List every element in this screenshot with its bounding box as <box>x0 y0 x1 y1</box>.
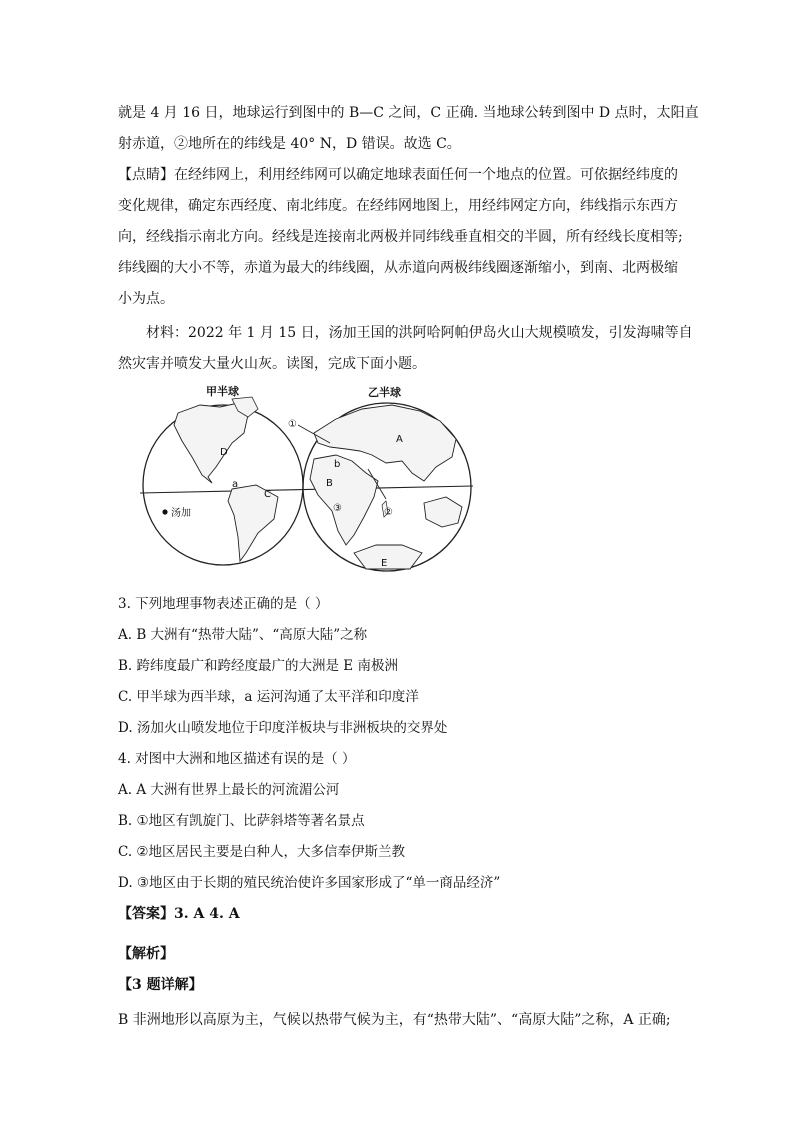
option-4d: D. ③地区由于长期的殖民统治使许多国家形成了“单一商品经济” <box>118 875 501 891</box>
equator-line <box>140 486 473 493</box>
label-c: C <box>264 489 271 500</box>
option-3d: D. 汤加火山喷发地位于印度洋板块与非洲板块的交界处 <box>118 720 448 736</box>
text-line: 射赤道，②地所在的纬线是 40° N，D 错误。故选 C。 <box>118 136 461 152</box>
analysis-heading: 【解析】 <box>118 946 174 962</box>
material-line: 材料：2022 年 1 月 15 日，汤加王国的洪阿哈阿帕伊岛火山大规模喷发，引发海啸等自 <box>146 325 693 341</box>
text-line: 小为点。 <box>118 291 174 307</box>
label-d: D <box>220 447 228 458</box>
question-4: 4. 对图中大洲和地区描述有误的是（ ） <box>118 751 356 767</box>
label-tonga: 汤加 <box>171 508 191 519</box>
option-4b: B. ①地区有凯旋门、比萨斜塔等著名景点 <box>118 813 365 829</box>
label-a-small: a <box>232 479 239 490</box>
text-line: 【点睛】在经纬网上，利用经纬网可以确定地球表面任何一个地点的位置。可依据经纬度的 <box>118 167 678 183</box>
label-circle-3: ③ <box>333 503 342 514</box>
label-circle-2: ② <box>384 507 393 518</box>
east-hemisphere-title: 乙半球 <box>368 386 401 399</box>
text-line: 纬线圈的大小不等，赤道为最大的纬线圈，从赤道向两极纬线圈逐渐缩小，到南、北两极缩 <box>118 260 678 276</box>
text-line: 就是 4 月 16 日，地球运行到图中的 B—C 之间，C 正确. 当地球公转到图中 D 点时，太阳直 <box>118 105 699 121</box>
option-4c: C. ②地区居民主要是白种人，大多信奉伊斯兰教 <box>118 844 406 860</box>
option-4a: A. A 大洲有世界上最长的河流湄公河 <box>118 782 340 798</box>
label-e: E <box>381 558 388 569</box>
option-3c: C. 甲半球为西半球，a 运河沟通了太平洋和印度洋 <box>118 689 419 705</box>
antarctica-shape <box>354 545 422 569</box>
label-circle-1: ① <box>288 419 297 430</box>
hemisphere-map <box>140 385 475 575</box>
answer-line: 【答案】3. A 4. A <box>118 906 240 922</box>
africa-shape <box>310 455 378 545</box>
text-line: B 非洲地形以高原为主，气候以热带气候为主，有“热带大陆”、“高原大陆”之称，A 正确; <box>118 1012 671 1028</box>
tonga-dot <box>162 509 167 514</box>
detail-heading: 【3 题详解】 <box>118 977 203 993</box>
australia-shape <box>424 497 462 527</box>
label-b-small: b <box>334 459 341 470</box>
label-big-a: A <box>396 434 403 445</box>
option-3a: A. B 大洲有“热带大陆”、“高原大陆”之称 <box>118 627 368 643</box>
north-america-shape <box>174 403 248 483</box>
text-line: 变化规律，确定东西经度、南北纬度。在经纬网地图上，用经纬网定方向，纬线指示东西方 <box>118 198 678 214</box>
west-hemisphere-title: 甲半球 <box>206 385 239 398</box>
material-line: 然灾害并喷发大量火山灰。读图，完成下面小题。 <box>118 356 426 372</box>
question-3: 3. 下列地理事物表述正确的是（ ） <box>118 596 329 612</box>
option-3b: B. 跨纬度最广和跨经度最广的大洲是 E 南极洲 <box>118 658 398 674</box>
text-line: 向，经线指示南北方向。经线是连接南北两极并同纬线垂直相交的半圆，所有经线长度相等; <box>118 229 683 245</box>
label-big-b: B <box>326 478 333 489</box>
